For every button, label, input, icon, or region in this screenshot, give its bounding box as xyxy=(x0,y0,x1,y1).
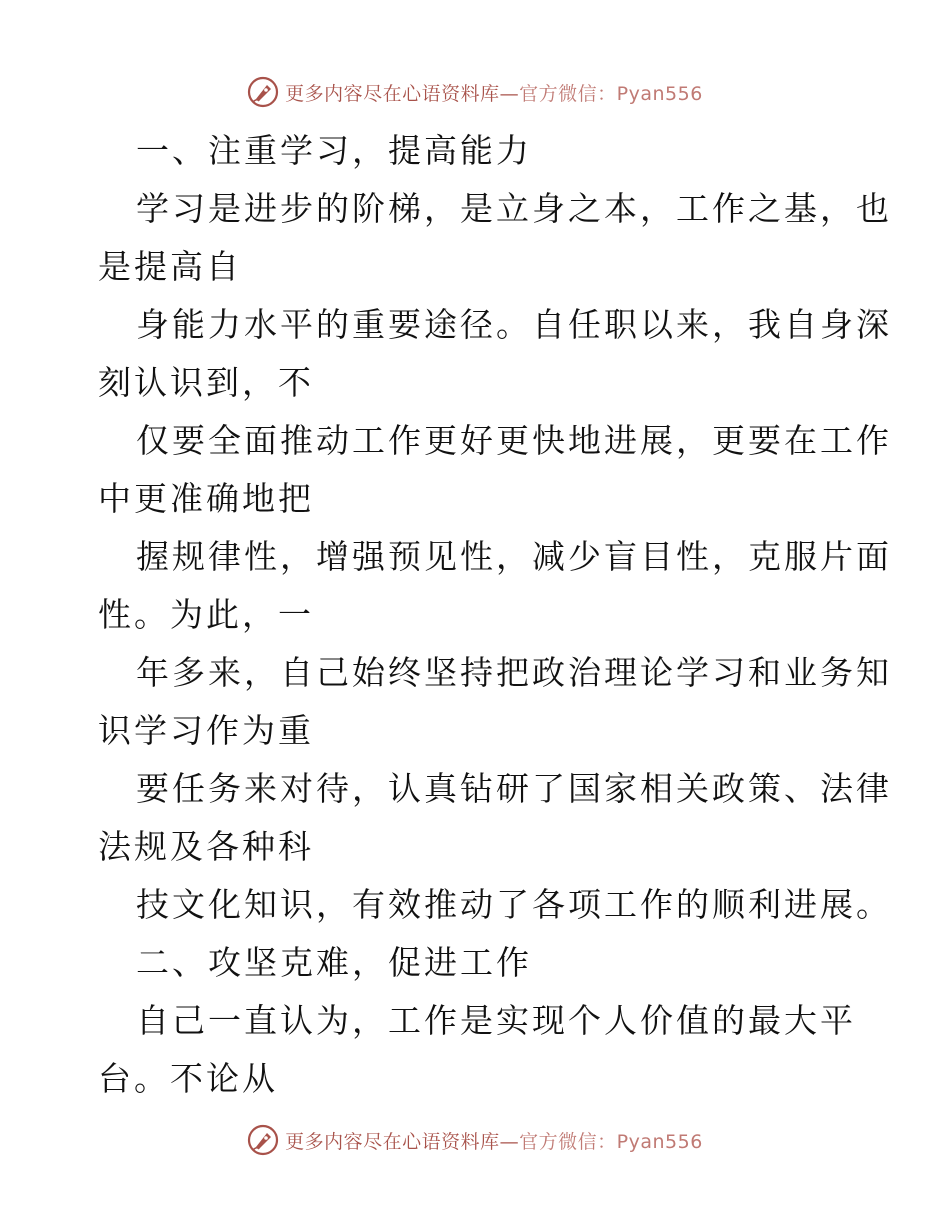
paragraph-line: 台。不论从 xyxy=(98,1059,278,1098)
paragraph-line: 刻认识到，不 xyxy=(98,363,314,402)
paragraph-line: 法规及各种科 xyxy=(98,827,314,866)
paragraph-line: 自己一直认为，工作是实现个人价值的最大平 xyxy=(136,1001,856,1040)
paragraph-line: 是提高自 xyxy=(98,247,242,286)
pen-nib-icon xyxy=(247,1124,279,1156)
paragraph-line: 年多来，自己始终坚持把政治理论学习和业务知 xyxy=(136,653,892,692)
footer-wechat-id: 官方微信：Pyan556 xyxy=(519,1130,703,1153)
document-body xyxy=(98,122,892,1108)
heading-1: 一、注重学习，提高能力 xyxy=(136,131,532,170)
footer-banner xyxy=(0,1120,950,1160)
paragraph-line: 握规律性，增强预见性，减少盲目性，克服片面 xyxy=(136,537,892,576)
paragraph-line: 学习是进步的阶梯，是立身之本，工作之基，也 xyxy=(136,189,892,228)
header-banner xyxy=(0,72,950,112)
footer-banner-text: 更多内容尽在心语资料库—官方微信：Pyan556 xyxy=(285,1130,703,1153)
pen-nib-icon xyxy=(247,76,279,108)
paragraph-line: 性。为此，一 xyxy=(98,595,314,634)
header-banner-text: 更多内容尽在心语资料库—官方微信：Pyan556 xyxy=(285,82,703,105)
paragraph-line: 仅要全面推动工作更好更快地进展，更要在工作 xyxy=(136,421,892,460)
paragraph-line: 技文化知识，有效推动了各项工作的顺利进展。 xyxy=(136,885,892,924)
heading-2: 二、攻坚克难，促进工作 xyxy=(136,943,532,982)
paragraph-line: 要任务来对待，认真钻研了国家相关政策、法律 xyxy=(136,769,892,808)
paragraph-line: 中更准确地把 xyxy=(98,479,314,518)
paragraph-line: 身能力水平的重要途径。自任职以来，我自身深 xyxy=(136,305,892,344)
header-wechat-id: 官方微信：Pyan556 xyxy=(519,82,703,105)
paragraph-line: 识学习作为重 xyxy=(98,711,314,750)
